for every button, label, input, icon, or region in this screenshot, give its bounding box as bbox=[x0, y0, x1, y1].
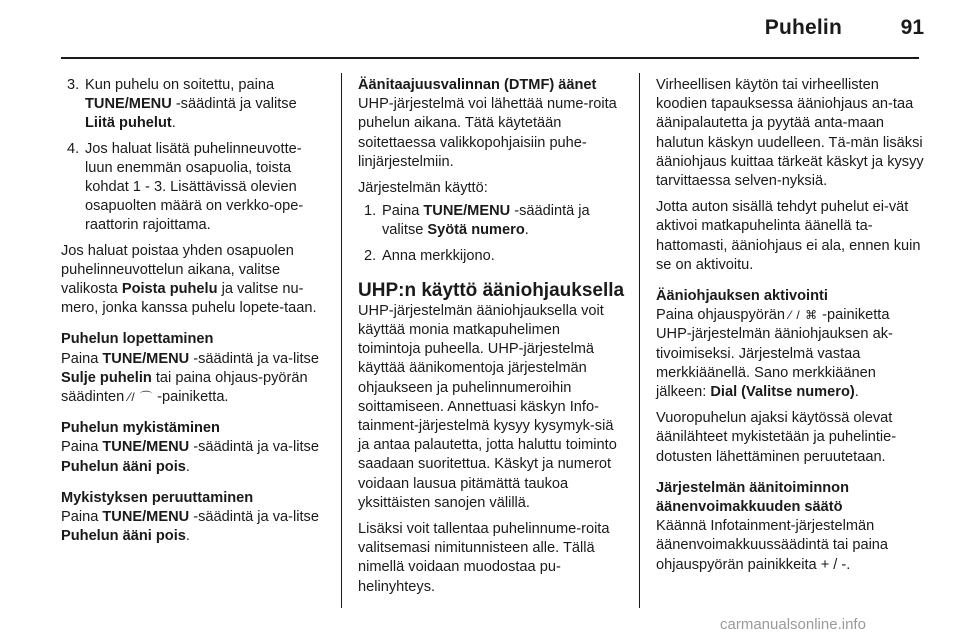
voice-phone-icon: ⁄ / ⌘ bbox=[789, 308, 819, 323]
paragraph: Lisäksi voit tallentaa puhelinnume-roita valitsemasi nimitunnisteen alle. Tällä nimellä voidaan muodostaa pu-helinyhteys. bbox=[358, 521, 610, 595]
list-item: 1. Paina TUNE/MENU -säädintä ja valitse Syötä numero. bbox=[364, 203, 590, 239]
column-divider-1 bbox=[341, 73, 342, 608]
heading-voice-control: UHP:n käyttö ääniohjauksella bbox=[358, 279, 625, 301]
phone-hangup-icon: ⁄/ ⌒ bbox=[128, 390, 154, 405]
watermark: carmanualsonline.info bbox=[720, 616, 866, 633]
paragraph: UHP-järjestelmä voi lähettää nume-roita puhelun aikana. Tätä käytetään soitettaessa valikkopohjaisiin puhe-linjärjestelmiin. bbox=[358, 96, 617, 170]
header-rule bbox=[61, 57, 919, 59]
heading-mute: Puhelun mykistäminen bbox=[61, 420, 220, 437]
paragraph: Vuoropuhelun ajaksi käytössä olevat äänilähteet mykistetään ja puhelintie-dotusten lähettäminen peruutetaan. bbox=[656, 410, 897, 465]
paragraph: Paina TUNE/MENU -säädintä ja va-litse Puhelun ääni pois. bbox=[61, 439, 319, 475]
paragraph: Järjestelmän käyttö: bbox=[358, 180, 488, 197]
heading-activation: Ääniohjauksen aktivointi bbox=[656, 288, 828, 305]
column-3 bbox=[656, 76, 924, 582]
list-item: 3. Kun puhelu on soitettu, paina TUNE/MENU -säädintä ja valitse Liitä puhelut. bbox=[67, 77, 297, 132]
paragraph: Paina TUNE/MENU -säädintä ja va-litse Puhelun ääni pois. bbox=[61, 509, 319, 545]
list-item: 4. Jos haluat lisätä puhelinneuvotte-luun enemmän osapuolia, toista kohdat 1 - 3. Lisättävissä olevien osapuolten määrä on verkko-ope-raattorin rajoittama. bbox=[67, 140, 304, 234]
heading-end-call: Puhelun lopettaminen bbox=[61, 331, 214, 348]
paragraph: Virheellisen käytön tai virheellisten koodien tapauksessa ääniohjaus an-taa äänipalautetta ja pyytää anta-maan halutun käskyn uudelleen. Tä-män lisäksi ääniohjaus kuittaa tärkeät käskyt ja kysyy tarvittaessa selven-nyksiä. bbox=[656, 77, 924, 190]
page-number: 91 bbox=[900, 16, 924, 39]
paragraph: Paina ohjauspyörän ⁄ / ⌘ -painiketta UHP-järjestelmän ääniohjauksen ak-tivoimiseksi. Järjestelmä vastaa merkkiäänellä. Sano merkkiäänen jälkeen: Dial (Valitse numero). bbox=[656, 307, 893, 401]
paragraph: Jotta auton sisällä tehdyt puhelut ei-vät aktivoi matkapuhelinta äänellä ta-hattomasti, ääniohjaus ei ala, ennen kuin se on aktivoitu. bbox=[656, 199, 921, 273]
heading-dtmf: Äänitaajuusvalinnan (DTMF) äänet bbox=[358, 77, 597, 93]
heading-unmute: Mykistyksen peruuttaminen bbox=[61, 489, 254, 506]
column-2 bbox=[358, 76, 626, 604]
paragraph: Jos haluat poistaa yhden osapuolen puhelinneuvottelun aikana, valitse valikosta Poista puhelu ja valitse nu-mero, jonka kanssa puhelu lopete-taan. bbox=[61, 242, 317, 317]
steps-list bbox=[358, 202, 626, 266]
paragraph: Paina TUNE/MENU -säädintä ja va-litse Sulje puhelin tai paina ohjaus-pyörän säädinten ⁄/ ⌒ -painiketta. bbox=[61, 350, 319, 406]
paragraph: UHP-järjestelmän ääniohjauksella voit käyttää monia matkapuhelimen toimintoja puheella. UHP-järjestelmä käyttää äänikomentoja järjestelmän ohjaukseen ja puhelinnumeroihin soittamiseen. Annettuasi käskyn Info-tainment-järjestelmä kysyy kysymyk-siä ja antaa palautetta, jotta haluttu toiminto saadaan suoritettua. Käskyt ja numerot voidaan lausua pitämättä taukoa yksittäisten sanojen välillä. bbox=[358, 302, 617, 511]
paragraph: Käännä Infotainment-järjestelmän äänenvoimakkuussäädintä tai paina ohjauspyörän painikkeita + / -. bbox=[656, 518, 889, 573]
list-item: 2. Anna merkkijono. bbox=[364, 247, 495, 264]
column-1 bbox=[61, 76, 329, 553]
page-header bbox=[0, 0, 960, 60]
steps-list bbox=[61, 76, 329, 236]
section-title: Puhelin bbox=[764, 16, 842, 39]
heading-volume: Järjestelmän äänitoiminnon äänenvoimakkuuden säätö bbox=[656, 479, 850, 516]
column-divider-2 bbox=[639, 73, 640, 608]
